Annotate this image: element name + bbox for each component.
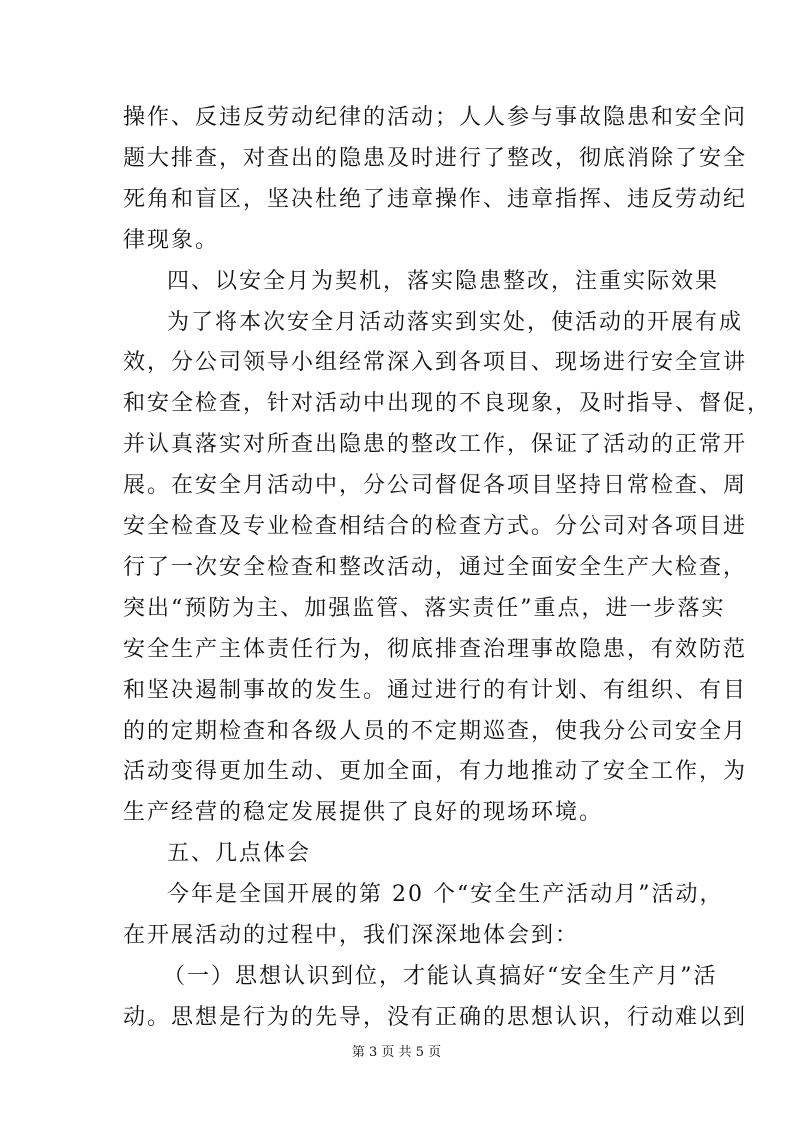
text-line: 生产经营的稳定发展提供了良好的现场环境。: [123, 800, 604, 826]
section-heading: 五、几点体会: [167, 841, 312, 867]
text-line: 和坚决遏制事故的发生。通过进行的有计划、有组织、有目: [123, 677, 748, 703]
text-line: 为了将本次安全月活动落实到实处，使活动的开展有成: [167, 309, 744, 335]
text-line: 死角和盲区，坚决杜绝了违章操作、违章指挥、违反劳动纪: [123, 186, 748, 212]
text-line: 操作、反违反劳动纪律的活动；人人参与事故隐患和安全问: [123, 105, 748, 130]
section-heading: 四、以安全月为契机，落实隐患整改，注重实际效果: [167, 268, 720, 294]
text-line: 效，分公司领导小组经常深入到各项目、现场进行安全宣讲: [123, 350, 748, 376]
page-footer: 第 3 页 共 5 页: [351, 1045, 442, 1060]
text-line: 和安全检查，针对活动中出现的不良现象，及时指导、督促，: [123, 391, 772, 417]
text-line: 的的定期检查和各级人员的不定期巡查，使我分公司安全月: [123, 718, 748, 744]
text-line: 今年是全国开展的第 20 个“安全生产活动月”活动，: [167, 882, 724, 908]
text-line: 活动变得更加生动、更加全面，有力地推动了安全工作，为: [123, 759, 748, 785]
text-line: 并认真落实对所查出隐患的整改工作，保证了活动的正常开: [123, 432, 748, 458]
text-line: 题大排查，对查出的隐患及时进行了整改，彻底消除了安全: [123, 145, 748, 171]
text-line: （一）思想认识到位，才能认真搞好“安全生产月”活: [163, 963, 718, 989]
text-line: 安全生产主体责任行为，彻底排查治理事故隐患，有效防范: [123, 636, 748, 662]
text-line: 展。在安全月活动中，分公司督促各项目坚持日常检查、周: [123, 473, 748, 499]
text-line: 动。思想是行为的先导，没有正确的思想认识，行动难以到: [123, 1004, 748, 1030]
text-line: 安全检查及专业检查相结合的检查方式。分公司对各项目进: [123, 514, 748, 539]
text-line: 行了一次安全检查和整改活动，通过全面安全生产大检查，: [123, 554, 748, 580]
text-line: 突出“预防为主、加强监管、落实责任”重点，进一步落实: [123, 595, 726, 621]
text-line: 律现象。: [123, 227, 220, 253]
text-line: 在开展活动的过程中，我们深深地体会到：: [123, 923, 580, 948]
